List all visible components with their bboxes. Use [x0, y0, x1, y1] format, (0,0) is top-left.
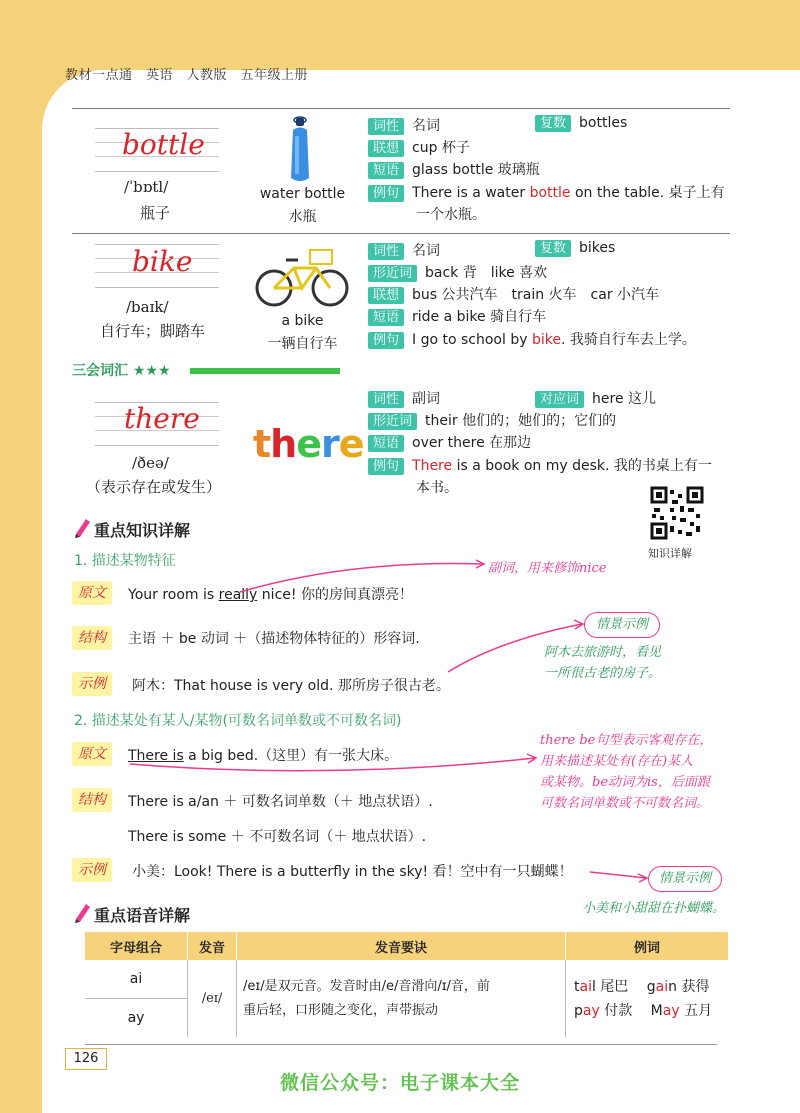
example-highlight: bottle — [529, 185, 571, 201]
s2-original — [128, 745, 398, 765]
image-caption-en: a bike — [281, 313, 324, 329]
scenario-bubble-1: 情景示例 — [584, 612, 660, 638]
pos-row — [368, 115, 440, 135]
pencil-icon — [72, 516, 92, 538]
section-bar — [190, 368, 340, 374]
s1-original-post: nice! 你的房间真漂亮！ — [257, 587, 413, 603]
tip-cell — [237, 960, 566, 1037]
phrase-value: over there 在那边 — [412, 435, 532, 451]
label-structure: 结构 — [72, 626, 112, 650]
assoc-value: bus 公共汽车 train 火车 car 小汽车 — [412, 287, 660, 303]
example-text-post: is a book on my desk. 我的书桌上有一 — [452, 458, 712, 474]
scenario-note-1 — [544, 642, 661, 684]
ex-word: 付款 — [599, 1002, 633, 1019]
vocab-section-title: 三会词汇 ★★★ — [72, 363, 171, 379]
assoc-value: cup 杯子 — [412, 140, 470, 156]
counterpart-value: here 这儿 — [592, 391, 657, 407]
tag-phrase: 短语 — [368, 309, 404, 326]
counterpart-row — [535, 388, 656, 408]
phonetic: /baɪk/ — [126, 298, 169, 316]
pos-row — [368, 240, 440, 260]
word-meaning: 瓶子 — [140, 204, 171, 222]
scenario-note-1-line2: 一所很古老的房子。 — [544, 666, 662, 681]
plural-value: bikes — [579, 240, 616, 256]
qr-code-icon[interactable] — [650, 486, 704, 540]
word-meaning: 自行车；脚踏车 — [100, 322, 206, 340]
tag-pos: 词性 — [368, 243, 404, 260]
example-line2: 一个水瓶。 — [416, 207, 486, 223]
assoc-row — [368, 284, 659, 304]
phrase-row — [368, 432, 531, 452]
example-row — [368, 329, 696, 349]
page-header: 教材一点通 英语 人教版 五年级上册 — [65, 68, 309, 83]
tag-assoc: 联想 — [368, 140, 404, 157]
similar-row — [368, 262, 547, 282]
word-script: bike — [132, 245, 193, 278]
s2-structure-1: There is a/an ＋ 可数名词单数（＋ 地点状语）. — [128, 794, 433, 810]
header-divider — [72, 108, 730, 109]
tag-phrase: 短语 — [368, 162, 404, 179]
there-be-note-line4: 可数名词单数或不可数名词。 — [540, 796, 710, 811]
sound-cell: /eɪ/ — [188, 960, 237, 1037]
tag-example: 例句 — [368, 185, 404, 202]
qr-caption: 知识详解 — [648, 547, 692, 560]
footer-watermark: 微信公众号：电子课本大全 — [279, 1072, 520, 1094]
tag-pos: 词性 — [368, 391, 404, 408]
scenario-note-2: 小美和小甜甜在扑蝴蝶。 — [582, 901, 726, 916]
tag-pos: 词性 — [368, 118, 404, 135]
col-header: 发音 — [188, 932, 237, 960]
ex-word: M — [650, 1002, 663, 1019]
ex-word: n 获得 — [668, 978, 710, 995]
example-text: There is a water — [412, 185, 530, 201]
example-text: I go to school by — [412, 332, 532, 348]
label-example: 示例 — [72, 672, 112, 696]
example-highlight: There — [412, 458, 453, 474]
table-row — [85, 960, 729, 999]
similar-value: back 背 like 喜欢 — [425, 265, 548, 281]
s1-original-underlined: really — [218, 587, 258, 603]
s1-example: 阿木：That house is very old. 那所房子很古老。 — [132, 678, 450, 694]
s1-original — [128, 584, 413, 604]
assoc-row — [368, 137, 470, 157]
entry-divider — [72, 233, 730, 234]
pos-value: 副词 — [412, 391, 441, 407]
water-bottle-image — [285, 116, 315, 184]
knowledge-title: 重点知识详解 — [94, 521, 191, 540]
label-original: 原文 — [72, 742, 112, 766]
phrase-row — [368, 159, 540, 179]
bike-image — [254, 246, 350, 308]
word-script: there — [124, 402, 200, 435]
example-text-post: . 我骑自行车去上学。 — [560, 332, 696, 348]
ex-highlight: ay — [662, 1002, 680, 1019]
s1-structure: 主语 ＋ be 动词 ＋（描述物体特征的）形容词. — [128, 631, 420, 647]
pronunciation-title: 重点语音详解 — [94, 906, 191, 925]
page-number: 126 — [65, 1048, 107, 1070]
phrase-row — [368, 306, 546, 326]
plural-row — [535, 240, 615, 257]
image-caption-cn: 水瓶 — [288, 209, 317, 225]
tag-assoc: 联想 — [368, 287, 404, 304]
word-script: bottle — [122, 128, 205, 161]
col-header: 发音要诀 — [237, 932, 566, 960]
ex-highlight: ai — [579, 978, 592, 995]
plural-value: bottles — [579, 115, 628, 131]
example-row — [368, 455, 712, 475]
scenario-bubble-2: 情景示例 — [648, 866, 722, 892]
s2-structure-2: There is some ＋ 不可数名词（＋ 地点状语）. — [128, 829, 427, 845]
tag-similar: 形近词 — [368, 265, 417, 282]
tag-counterpart: 对应词 — [535, 391, 584, 408]
pronunciation-table — [85, 932, 729, 1037]
ex-word: g — [646, 978, 656, 995]
there-be-note — [540, 730, 712, 814]
ex-word: p — [574, 1002, 583, 1019]
tag-example: 例句 — [368, 332, 404, 349]
scenario-note-1-line1: 阿木去旅游时，看见 — [544, 645, 662, 660]
col-header: 例词 — [566, 932, 729, 960]
pos-row — [368, 388, 440, 408]
image-caption-en: water bottle — [259, 186, 346, 202]
ex-word: 五月 — [679, 1002, 713, 1019]
ex-word: t — [574, 978, 580, 995]
tag-phrase: 短语 — [368, 435, 404, 452]
ex-highlight: ay — [582, 1002, 600, 1019]
tag-plural: 复数 — [535, 240, 571, 257]
word-meaning: （表示存在或发生） — [86, 478, 222, 496]
s1-original-pre: Your room is — [128, 587, 219, 603]
note-adverb: 副词，用来修饰nice — [488, 561, 607, 576]
there-decorative-image: there — [253, 422, 364, 466]
pencil-icon — [72, 901, 92, 923]
s2-original-post: a big bed.（这里）有一张大床。 — [183, 748, 399, 764]
example-row — [368, 182, 725, 202]
there-be-note-line2: 用来描述某处有(存在)某人 — [540, 754, 694, 769]
s2-example: 小美：Look! There is a butterfly in the sky! 看！空中有一只蝴蝶！ — [132, 864, 573, 880]
col-header: 字母组合 — [85, 932, 188, 960]
subsection-2-title: 2. 描述某处有某人/某物(可数名词单数或不可数名词) — [74, 713, 402, 729]
tip-line1: /eɪ/是双元音。发音时由/e/音滑向/ɪ/音，前 — [243, 978, 490, 994]
tip-line2: 重后轻，口形随之变化，声带振动 — [243, 1002, 439, 1018]
subsection-1-title: 1. 描述某物特征 — [74, 553, 176, 569]
tag-similar: 形近词 — [368, 413, 417, 430]
phonetic: /ˈbɒtl/ — [124, 178, 169, 196]
example-line2: 本书。 — [416, 480, 458, 496]
example-text-post: on the table. 桌子上有 — [570, 185, 725, 201]
label-structure: 结构 — [72, 788, 112, 812]
tag-plural: 复数 — [535, 115, 571, 132]
tag-example: 例句 — [368, 458, 404, 475]
table-header-row — [85, 932, 729, 960]
plural-row — [535, 115, 627, 132]
table-bottom-rule — [85, 1044, 717, 1045]
phonetic: /ðeə/ — [132, 454, 169, 472]
examples-cell — [566, 960, 729, 1037]
label-example: 示例 — [72, 858, 112, 882]
ex-word: l 尾巴 — [591, 978, 629, 995]
similar-value: their 他们的；她们的；它们的 — [425, 413, 617, 429]
combo-cell: ai — [85, 960, 188, 999]
pos-value: 名词 — [412, 243, 441, 259]
phrase-value: glass bottle 玻璃瓶 — [412, 162, 540, 178]
there-be-note-line3: 或某物。be动词为is，后面跟 — [540, 775, 710, 790]
pos-value: 名词 — [412, 118, 441, 134]
similar-row — [368, 410, 616, 430]
phrase-value: ride a bike 骑自行车 — [412, 309, 547, 325]
ex-highlight: ai — [655, 978, 669, 995]
there-be-note-line1: there be句型表示客观存在， — [540, 733, 713, 748]
label-original: 原文 — [72, 581, 112, 605]
image-caption-cn: 一辆自行车 — [267, 336, 338, 352]
combo-cell: ay — [85, 999, 188, 1038]
s2-original-underlined: There is — [128, 748, 184, 764]
example-highlight: bike — [531, 332, 561, 348]
